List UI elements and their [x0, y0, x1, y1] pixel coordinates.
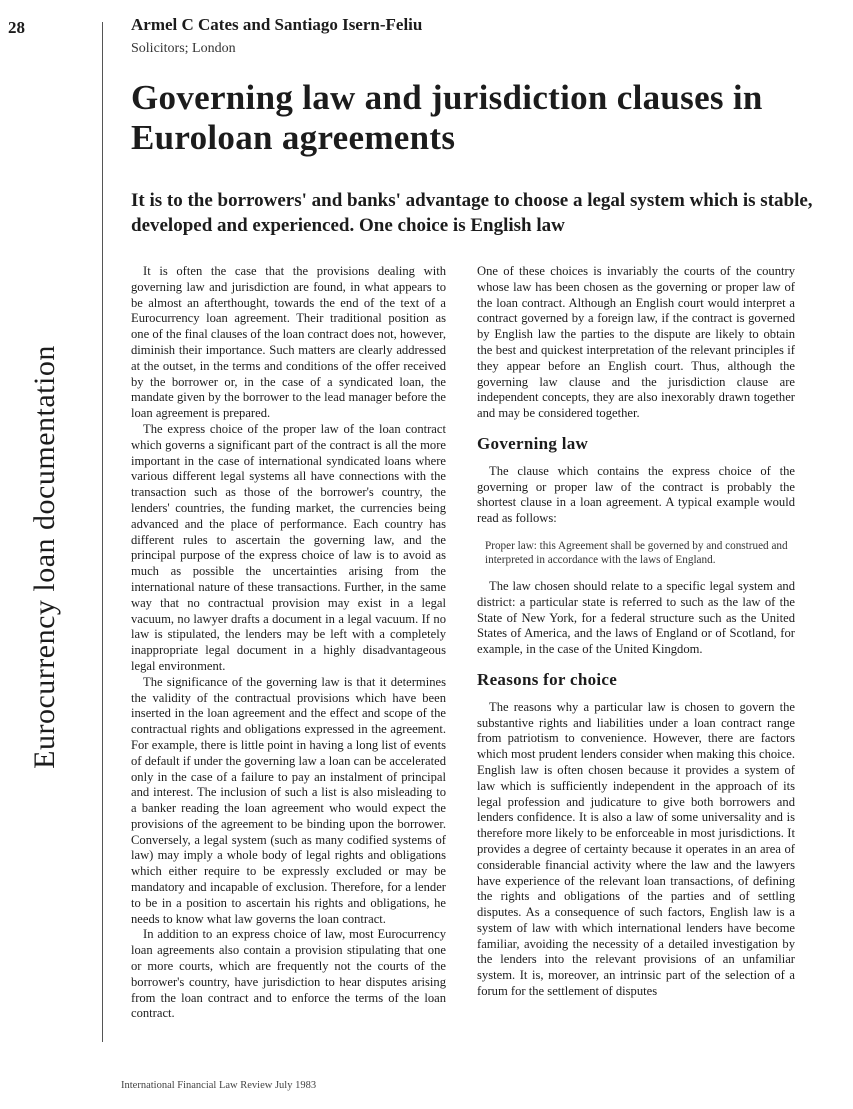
body-paragraph: In addition to an express choice of law, most Eurocurrency loan agreements also contain a provision stipulating that one or more courts, which are frequently not the courts of the borrower's country, have jurisdiction to hear disputes arising from the loan contract and to enforce the terms of the loan contract. — [131, 927, 446, 1021]
page-footer: International Financial Law Review July 1983 — [121, 1080, 317, 1091]
body-paragraph: It is often the case that the provisions dealing with governing law and jurisdiction are found, in what appears to be almost an afterthought, towards the end of the text of a Eurocurrency loan agreement. Their traditional position as one of the final clauses of the loan contract does not, however, diminish their importance. Such matters are clearly addressed at the outset, in the terms and conditions of the offer received by the borrower or, in the case of a syndicated loan, the mandate given by the borrower to the lead manager before the loan agreement is prepared. — [131, 264, 446, 421]
article-title — [131, 78, 831, 158]
title-line-1: Governing law and jurisdiction clauses in — [131, 78, 763, 117]
body-paragraph: The express choice of the proper law of the loan contract which governs a significant part of the contract is all the more important in the case of international syndicated loans where various different legal systems all have connections with the transaction such as those of the borrower's country, the lenders' countries, the funding market, the currencies being advanced and the place of performance. Each country has different rules to ascertain the governing law, and the principal purpose of the express choice of law is to avoid as much as possible the uncertainties arising from the international nature of these transactions. Further, in the same way that no contractual provision may exist in a legal vacuum, no lawyer drafts a document in a legal vacuum. If no law is stipulated, the lenders may be left with a completely inappropriate legal document in a highly disadvantageous legal environment. — [131, 421, 446, 673]
title-line-2: Euroloan agreements — [131, 118, 456, 157]
clause-example-quote: Proper law: this Agreement shall be governed by and construed and interpreted in accordance with the laws of England. — [485, 539, 788, 566]
right-column — [477, 264, 795, 1000]
left-column — [131, 264, 446, 1022]
body-paragraph: The law chosen should relate to a specific legal system and district: a particular state is referred to such as the law of the State of New York, for a federal structure such as the United States of America, and the laws of England or of Scotland, for example, in the case of the United Kingdom. — [477, 578, 795, 657]
body-paragraph: The significance of the governing law is that it determines the validity of the contractual provisions which have been inserted in the loan agreement and the effect and scope of the contractual rights and obligations expressed in the agreement. For example, there is little point in having a long list of events of default if under the governing law a loan can be accelerated only in the case of a failure to pay an instalment of principal and interest. The inclusion of such a list is also misleading to a banker reading the loan agreement who would expect the provisions of the agreement to be binding upon the borrower. Conversely, a legal system (such as many codified systems of law) may imply a whole body of legal rights and obligations which either require to be expressly excluded or may be mandatory and incapable of exclusion. Therefore, for a lender to be in a position to ascertain his rights and obligations, he needs to know what law governs the loan contract. — [131, 674, 446, 926]
running-head: Eurocurrency loan documentation — [28, 345, 61, 769]
section-heading-reasons-for-choice: Reasons for choice — [477, 669, 618, 689]
author-affiliation: Solicitors; London — [131, 41, 236, 56]
page-number: 28 — [8, 18, 25, 37]
body-paragraph: The clause which contains the express choice of the governing or proper law of the contract is probably the shortest clause in a loan agreement. A typical example would read as follows: — [477, 463, 795, 526]
article-authors: Armel C Cates and Santiago Isern-Feliu — [131, 15, 423, 34]
section-heading-governing-law: Governing law — [477, 433, 589, 453]
margin-rule — [102, 22, 103, 1042]
standfirst: It is to the borrowers' and banks' advantage to choose a legal system which is stable, developed and experienced. One choice is English law — [131, 190, 813, 236]
body-paragraph: The reasons why a particular law is chosen to govern the substantive rights and liabilities under a loan contract range from patriotism to convenience. However, there are factors which most prudent lenders consider when making this choice. English law is often chosen because it provides a system of law which is sufficiently independent in the approach of its legal profession and judicature to give both borrowers and lenders confidence. It is also a law of some universality and is therefore more likely to be enforceable in most jurisdictions. It provides a degree of certainty because it operates in an area of considerable financial activity where the law and the lawyers have experience of the relevant loan transactions, of defining the rights and obligations of the parties and of settling disputes. As a consequence of such factors, English law is a system of law with which international lenders have become familiar, avoiding the necessity of a detailed investigation by the lenders into the relevant provisions of an unfamiliar system. It is, moreover, an intrinsic part of the selection of a forum for the settlement of disputes — [477, 699, 795, 999]
body-paragraph: One of these choices is invariably the courts of the country whose law has been chosen as the governing or proper law of the loan contract. Although an English court would interpret a contract governed by a foreign law, if the contract is governed by English law the parties to the dispute are likely to obtain the best and quickest interpretation of the relevant principles if they appear before an English court. Thus, although the governing law clause and the jurisdiction clause are independent concepts, they are also inexorably drawn together and may be considered together. — [477, 264, 795, 421]
